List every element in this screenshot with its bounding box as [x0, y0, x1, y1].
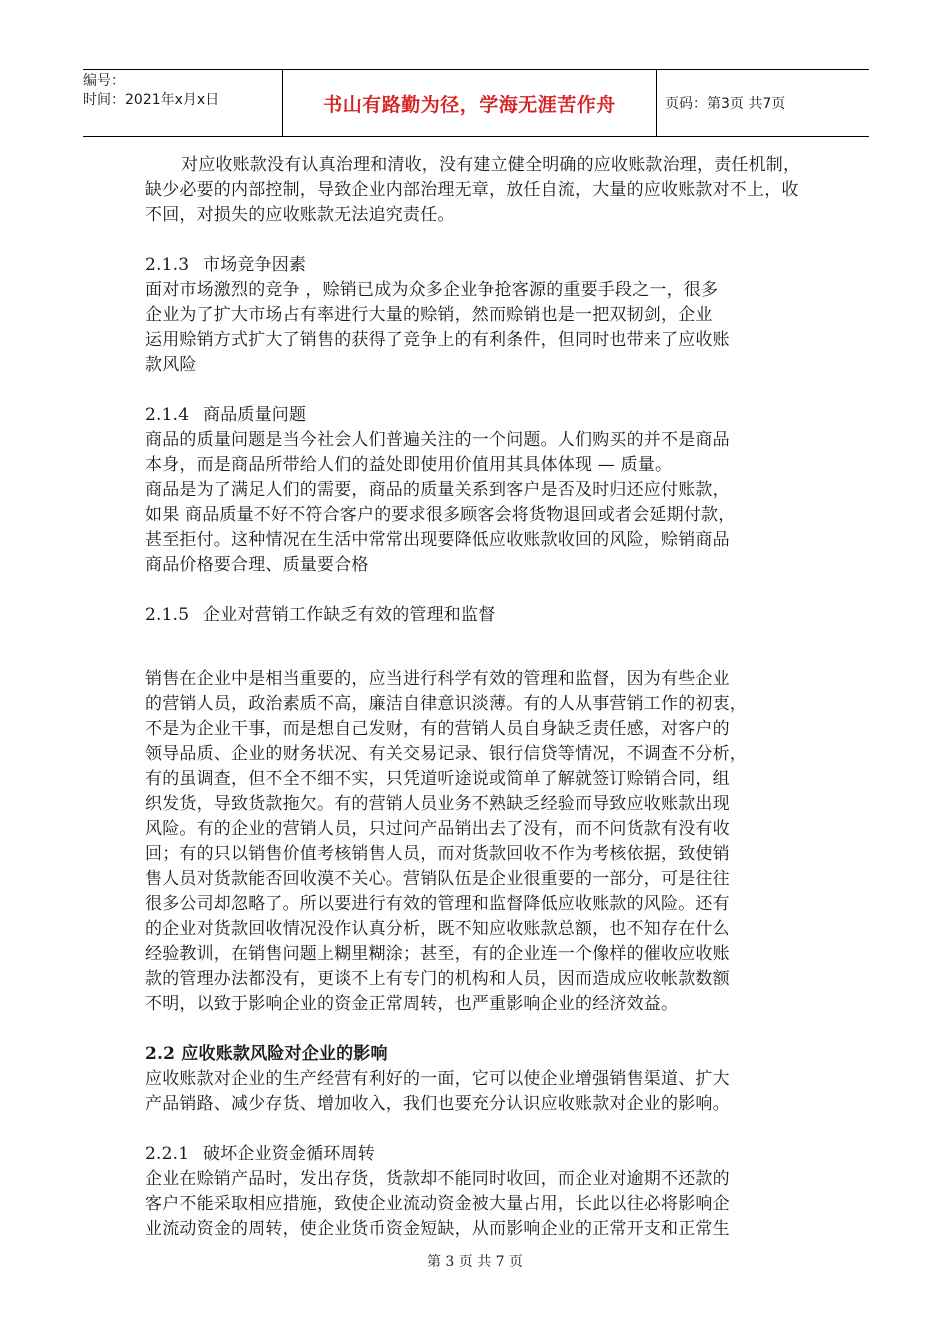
- section-heading-2-2: 2.2 应收账款风险对企业的影响: [145, 1044, 388, 1064]
- text-line: 不明，以致于影响企业的资金正常周转，也严重影响企业的经济效益。: [145, 994, 679, 1014]
- section-heading-2-2-1: [145, 1142, 805, 1167]
- text-line: 商品价格要合理、质量要合格: [145, 555, 369, 575]
- text-line: 售人员对货款能否回收漠不关心。营销队伍是企业很重要的一部分，可是往往: [145, 869, 730, 889]
- text-line: 运用赊销方式扩大了销售的获得了竞争上的有利条件，但同时也带来了应收账: [145, 330, 730, 350]
- section-heading-2-1-4: [145, 403, 805, 428]
- section-number: 2.1.4: [145, 405, 190, 425]
- text-line: 客户不能采取相应措施，致使企业流动资金被大量占用，长此以往必将影响企: [145, 1194, 730, 1214]
- section-heading-2-1-3: [145, 253, 805, 278]
- text-line: 款风险: [145, 355, 197, 375]
- section-title: 商品质量问题: [203, 405, 307, 425]
- section-title: 市场竞争因素: [203, 255, 307, 275]
- text-line: 领导品质、企业的财务状况、有关交易记录、银行信贷等情况，不调查不分析，: [145, 744, 747, 764]
- text-line: 织发货，导致货款拖欠。有的营销人员业务不熟缺乏经验而导致应收账款出现: [145, 794, 730, 814]
- text-line: 面对市场激烈的竞争 ，赊销已成为众多企业争抢客源的重要手段之一，很多: [145, 280, 719, 300]
- section-heading-2-1-5: [145, 603, 805, 628]
- text-line: 本身，而是商品所带给人们的益处即使用价值用其具体体现 — 质量。: [145, 455, 673, 475]
- paragraph: 对应收账款没有认真治理和清收，没有建立健全明确的应收账款治理，责任机制，缺少必要的内部控制，导致企业内部治理无章，放任自流，大量的应收账款对不上，收不回，对损失的应收账款无法追究责任。: [145, 155, 801, 225]
- text-line: 回；有的只以销售价值考核销售人员，而对货款回收不作为考核依据，致使销: [145, 844, 730, 864]
- text-line: 企业在赊销产品时，发出存货，货款却不能同时收回，而企业对逾期不还款的: [145, 1169, 730, 1189]
- text-line: 销售在企业中是相当重要的，应当进行科学有效的管理和监督，因为有些企业: [145, 669, 730, 689]
- text-line: 经验教训，在销售问题上糊里糊涂；甚至，有的企业连一个像样的催收应收账: [145, 944, 730, 964]
- text-line: 的企业对货款回收情况没作认真分析，既不知应收账款总额，也不知存在什么: [145, 919, 730, 939]
- section-number: 2.1.3: [145, 255, 190, 275]
- text-line: 产品销路、减少存货、增加收入，我们也要充分认识应收账款对企业的影响。: [145, 1094, 730, 1114]
- text-line: 如果 商品质量不好不符合客户的要求很多顾客会将货物退回或者会延期付款，: [145, 505, 736, 525]
- text-line: 企业为了扩大市场占有率进行大量的赊销，然而赊销也是一把双韧剑，企业: [145, 305, 713, 325]
- text-line: 商品是为了满足人们的需要，商品的质量关系到客户是否及时归还应付账款，: [145, 480, 730, 500]
- date-label: 时间：2021年x月x日: [83, 92, 220, 108]
- text-line: 商品的质量问题是当今社会人们普遍关注的一个问题。人们购买的并不是商品: [145, 430, 730, 450]
- document-body: [145, 153, 805, 1242]
- section-number: 2.1.5: [145, 605, 190, 625]
- code-label: 编号：: [83, 73, 125, 89]
- header-page-info: 页码：第3页 共7页: [665, 96, 786, 112]
- section-number: 2.2.1: [145, 1144, 190, 1164]
- section-title: 企业对营销工作缺乏有效的管理和监督: [203, 605, 496, 625]
- page-header: [83, 69, 869, 137]
- text-line: 款的管理办法都没有，更谈不上有专门的机构和人员，因而造成应收帐款数额: [145, 969, 730, 989]
- header-motto: 书山有路勤为径，学海无涯苦作舟: [283, 70, 657, 136]
- header-meta: [83, 70, 283, 136]
- text-line: 很多公司却忽略了。所以要进行有效的管理和监督降低应收账款的风险。还有: [145, 894, 730, 914]
- text-line: 风险。有的企业的营销人员，只过问产品销出去了没有，而不问货款有没有收: [145, 819, 730, 839]
- text-line: 业流动资金的周转，使企业货币资金短缺，从而影响企业的正常开支和正常生: [145, 1219, 730, 1239]
- page-footer: 第 3 页 共 7 页: [426, 1254, 524, 1270]
- text-line: 不是为企业干事，而是想自己发财，有的营销人员自身缺乏责任感，对客户的: [145, 719, 730, 739]
- section-title: 破坏企业资金循环周转: [203, 1144, 375, 1164]
- text-line: 甚至拒付。这种情况在生活中常常出现要降低应收账款收回的风险，赊销商品: [145, 530, 730, 550]
- text-line: 应收账款对企业的生产经营有利好的一面，它可以使企业增强销售渠道、扩大: [145, 1069, 730, 1089]
- text-line: 的营销人员，政治素质不高，廉洁自律意识淡薄。有的人从事营销工作的初衷，: [145, 694, 747, 714]
- text-line: 有的虽调查，但不全不细不实，只凭道听途说或简单了解就签订赊销合同，组: [145, 769, 730, 789]
